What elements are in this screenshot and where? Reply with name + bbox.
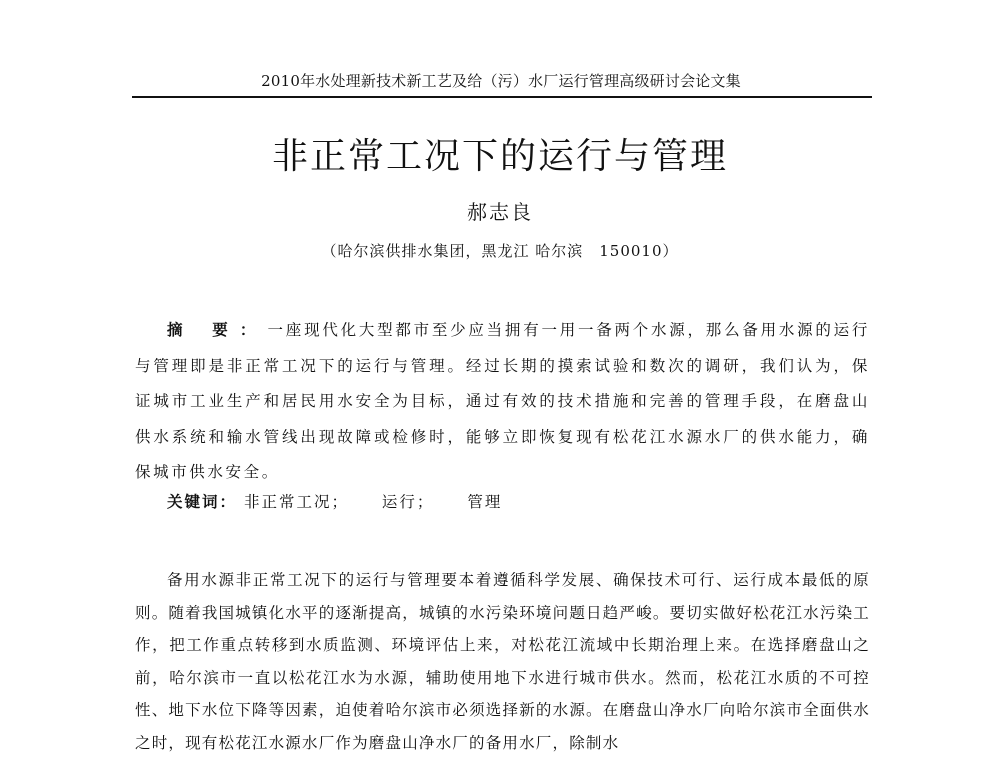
header-rule — [132, 96, 872, 98]
keywords — [167, 490, 867, 512]
keyword: 运行； — [381, 493, 435, 511]
keywords-label: 关键词： — [167, 492, 238, 511]
abstract — [135, 312, 870, 491]
running-head: 2010年水处理新技术新工艺及给（污）水厂运行管理高级研讨会论文集 — [261, 72, 741, 90]
keyword: 管理 — [467, 493, 503, 511]
keyword: 非正常工况； — [243, 493, 349, 511]
author: 郝志良 — [467, 200, 533, 224]
affiliation: （哈尔滨供排水集团，黑龙江 哈尔滨 150010） — [321, 242, 679, 260]
abstract-label: 摘 要： — [167, 320, 268, 339]
abstract-text: 一座现代化大型都市至少应当拥有一用一备两个水源，那么备用水源的运行与管理即是非正常工况下的运行与管理。经过长期的摸索试验和数次的调研，我们认为，保证城市工业生产和居民用水安全为目标，通过有效的技术措施和完善的管理手段，在磨盘山供水系统和输水管线出现故障或检修时，能够立即恢复现有松花江水源水厂的供水能力，确保城市供水安全。 — [135, 321, 870, 481]
body-paragraph: 备用水源非正常工况下的运行与管理要本着遵循科学发展、确保技术可行、运行成本最低的原则。随着我国城镇化水平的逐渐提高，城镇的水污染环境问题日趋严峻。要切实做好松花江水污染工作，把工作重点转移到水质监测、环境评估上来，对松花江流域中长期治理上来。在选择磨盘山之前，哈尔滨市一直以松花江水为水源，辅助使用地下水进行城市供水。然而，松花江水质的不可控性、地下水位下降等因素，迫使着哈尔滨市必须选择新的水源。在磨盘山净水厂向哈尔滨市全面供水之时，现有松花江水源水厂作为磨盘山净水厂的备用水厂，除制水 — [135, 571, 870, 752]
paper-title: 非正常工况下的运行与管理 — [271, 136, 728, 177]
